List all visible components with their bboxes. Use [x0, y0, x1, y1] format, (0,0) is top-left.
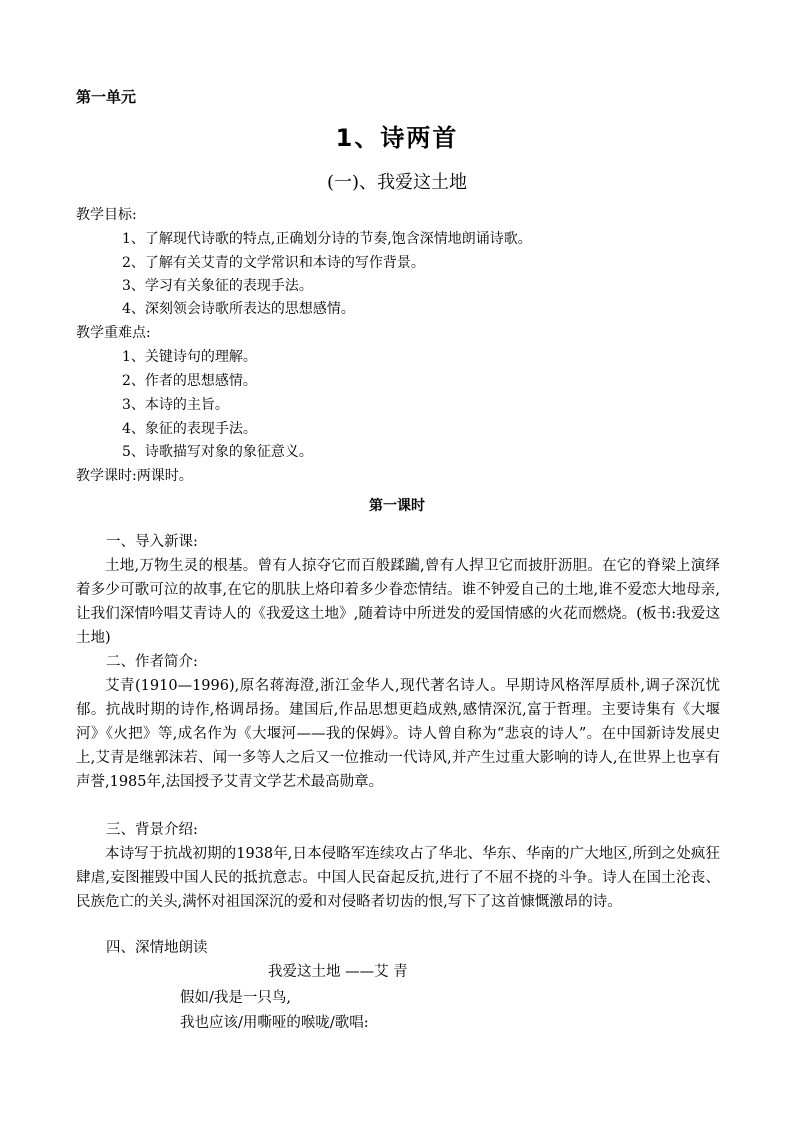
background-heading: 三、背景介绍: — [106, 822, 198, 838]
lesson-title: 1、诗两首 — [335, 124, 459, 152]
objective-item: 2、了解有关艾青的文学常识和本诗的写作背景。 — [122, 255, 425, 271]
poem-line: 假如/我是一只鸟, — [180, 990, 291, 1006]
intro-heading: 一、导入新课: — [106, 534, 198, 550]
key-points-heading: 教学重难点: — [76, 325, 151, 341]
objectives-heading: 教学目标: — [76, 207, 137, 223]
key-point-item: 3、本诗的主旨。 — [122, 397, 229, 413]
author-heading: 二、作者简介: — [106, 654, 198, 670]
class-hours: 教学课时:两课时。 — [76, 468, 193, 484]
objective-item: 1、了解现代诗歌的特点,正确划分诗的节奏,饱含深情地朗诵诗歌。 — [122, 231, 532, 247]
poem-title-line: 我爱这土地 ——艾 青 — [268, 964, 408, 980]
key-point-item: 4、象征的表现手法。 — [122, 421, 257, 437]
key-point-item: 5、诗歌描写对象的象征意义。 — [122, 444, 313, 460]
background-paragraph: 本诗写于抗战初期的1938年,日本侵略军连续攻占了华北、华东、华南的广大地区,所到之处疯狂肆虐,妄图摧毁中国人民的抵抗意志。中国人民奋起反抗,进行了不屈不挠的斗争。诗人在国土沦丧、民族危亡的关头,满怀对祖国深沉的爱和对侵略者切齿的恨,写下了这首慷慨激昂的诗。 — [76, 846, 720, 910]
intro-paragraph: 土地,万物生灵的根基。曾有人掠夺它而百般蹂躏,曾有人捍卫它而披肝沥胆。在它的脊梁上演绎着多少可歌可泣的故事,在它的肌肤上烙印着多少眷恋情结。谁不钟爱自己的土地,谁不爱恋大地母亲,让我们深情吟唱艾青诗人的《我爱这土地》,随着诗中所迸发的爱国情感的火花而燃烧。(板书:我爱这土地) — [76, 558, 720, 646]
objective-item: 4、深刻领会诗歌所表达的思想感情。 — [122, 301, 355, 317]
poem-line: 我也应该/用嘶哑的喉咙/歌唱: — [180, 1015, 369, 1031]
author-paragraph: 艾青(1910—1996),原名蒋海澄,浙江金华人,现代著名诗人。早期诗风格浑厚质朴,调子深沉忧郁。抗战时期的诗作,格调昂扬。建国后,作品思想更趋成熟,感情深沉,富于哲理。主要诗集有《大堰河》《火把》等,成名作为《大堰河——我的保姆》。诗人曾自称为“悲哀的诗人”。在中国新诗发展史上,艾青是继郭沫若、闻一多等人之后又一位推动一代诗风,并产生过重大影响的诗人,在世界上也享有声誉,1985年,法国授予艾青文学艺术最高勋章。 — [76, 678, 720, 790]
key-point-item: 1、关键诗句的理解。 — [122, 349, 257, 365]
first-period-heading: 第一课时 — [369, 498, 425, 514]
unit-label: 第一单元 — [76, 88, 137, 106]
poem-subtitle: (一)、我爱这土地 — [326, 172, 468, 193]
key-point-item: 2、作者的思想感情。 — [122, 373, 257, 389]
reading-heading: 四、深情地朗读 — [106, 940, 208, 956]
objective-item: 3、学习有关象征的表现手法。 — [122, 278, 313, 294]
